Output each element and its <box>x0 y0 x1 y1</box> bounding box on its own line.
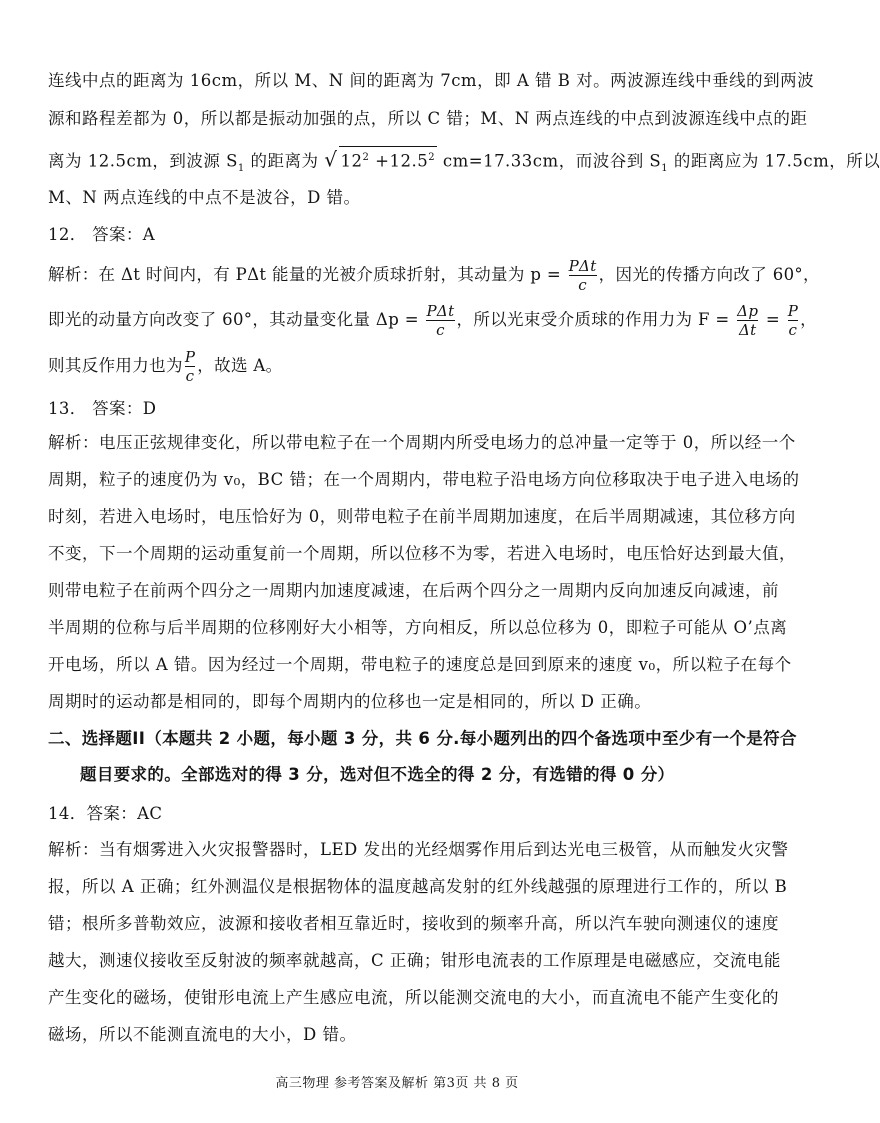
numerator: Δp <box>737 302 759 320</box>
q13-explanation-line: 开电场，所以 A 错。因为经过一个周期，带电粒子的速度总是回到原来的速度 v₀，所以粒子在每个 <box>48 655 792 674</box>
denominator: c <box>426 320 454 339</box>
q14-explanation-line: 产生变化的磁场，使钳形电流上产生感应电流，所以能测交流电的大小，而直流电不能产生变化的 <box>48 988 779 1007</box>
exponent: 2 <box>428 152 436 163</box>
text-segment: ， <box>800 310 817 329</box>
q13-answer: 13． 答案：D <box>48 399 157 418</box>
q14-explanation-line: 磁场，所以不能测直流电的大小，D 错。 <box>48 1025 357 1044</box>
denominator: c <box>788 321 798 339</box>
text-segment: 的距离应为 17.5cm，所以 <box>668 151 880 171</box>
q11-continuation-line-1: 连线中点的距离为 16cm，所以 M、N 间的距离为 7cm，即 A 错 B 对。两波源连线中垂线的到两波 <box>48 71 815 90</box>
q11-continuation-line-2: 源和路程差都为 0，所以都是振动加强的点，所以 C 错；M、N 两点连线的中点到波源连线中点的距 <box>48 109 808 128</box>
fraction <box>426 302 454 339</box>
sqrt-term: +12.5 <box>369 151 429 171</box>
q13-explanation-line: 解析：电压正弦规律变化，所以带电粒子在一个周期内所受电场力的总冲量一定等于 0，所以经一个 <box>48 433 796 452</box>
fraction <box>788 302 798 339</box>
q14-explanation-line: 报，所以 A 正确；红外测温仪是根据物体的温度越高发射的红外线越强的原理进行工作的，所以 B <box>48 877 788 896</box>
denominator: Δt <box>738 321 757 339</box>
denominator: c <box>569 275 597 294</box>
denominator: c <box>185 367 195 385</box>
numerator: PΔt <box>568 257 597 275</box>
q11-continuation-line-3 <box>48 146 880 180</box>
subscript: 1 <box>237 162 245 174</box>
text-segment: = <box>760 310 786 329</box>
text-segment: cm=17.33cm，而波谷到 S <box>437 151 662 171</box>
radical-sign: √ <box>324 147 338 172</box>
q13-explanation-line: 周期时的运动都是相同的，即每个周期内的位移也一定是相同的，所以 D 正确。 <box>48 692 652 711</box>
q13-explanation-line: 半周期的位称与后半周期的位移刚好大小相等，方向相反，所以总位移为 0，即粒子可能从 O’点离 <box>48 618 788 637</box>
q12-explanation-line-1 <box>48 257 820 294</box>
q12-explanation-line-3 <box>48 348 748 385</box>
q12-explanation-line-2 <box>48 302 817 339</box>
subscript: 1 <box>661 162 669 174</box>
numerator: P <box>787 302 799 320</box>
q13-explanation-line: 时刻，若进入电场时，电压恰好为 0，则带电粒子在前半周期加速度，在后半周期减速，其位移方向 <box>48 507 796 526</box>
exponent: 2 <box>362 152 370 163</box>
q13-explanation-line: 则带电粒子在前两个四分之一周期内加速度减速，在后两个四分之一周期内反向加速反向减速，前 <box>48 581 779 600</box>
numerator: PΔt <box>426 302 455 320</box>
text-segment: 离为 12.5cm，到波源 S <box>48 151 238 171</box>
q14-answer: 14．答案：AC <box>48 804 163 823</box>
text-segment: ，因光的传播方向改了 60°， <box>598 265 820 284</box>
text-segment: 的距离为 <box>244 151 325 171</box>
page-footer: 高三物理 参考答案及解析 第3页 共 8 页 <box>275 1076 519 1091</box>
section-heading-continued: 题目要求的。全部选对的得 3 分，选对但不选全的得 2 分，有选错的得 0 分） <box>80 765 675 784</box>
q12-answer: 12． 答案：A <box>48 225 155 244</box>
fraction <box>185 348 195 385</box>
text-segment: 解析：在 Δt 时间内，有 PΔt 能量的光被介质球折射，其动量为 p = <box>48 265 567 284</box>
q14-explanation-line: 越大，测速仪接收至反射波的频率就越高，C 正确；钳形电流表的工作原理是电磁感应，交流电能 <box>48 951 781 970</box>
section-heading: 二、选择题II（本题共 2 小题，每小题 3 分，共 6 分.每小题列出的四个备选项中至少有一个是符合 <box>48 729 797 748</box>
text-segment: 即光的动量方向改变了 60°，其动量变化量 Δp = <box>48 310 425 329</box>
numerator: P <box>184 348 196 366</box>
fraction <box>737 302 758 339</box>
q11-continuation-line-4: M、N 两点连线的中点不是波谷，D 错。 <box>48 188 361 207</box>
q14-explanation-line: 解析：当有烟雾进入火灾报警器时，LED 发出的光经烟雾作用后到达光电三极管，从而触发火灾警 <box>48 840 789 859</box>
text-segment: ，所以光束受介质球的作用力为 F = <box>456 310 736 329</box>
sqrt-expression <box>339 146 438 173</box>
sqrt-term: 12 <box>340 151 363 171</box>
q13-explanation-line: 周期，粒子的速度仍为 v₀，BC 错；在一个周期内，带电粒子沿电场方向位移取决于电子进入电场的 <box>48 470 800 489</box>
text-segment: ，故选 A。 <box>197 356 283 375</box>
fraction <box>569 257 597 294</box>
q13-explanation-line: 不变，下一个周期的运动重复前一个周期，所以位移不为零，若进入电场时，电压恰好达到最大值， <box>48 544 796 563</box>
text-segment: 则其反作用力也为 <box>48 356 183 375</box>
q14-explanation-line: 错；根所多普勒效应，波源和接收者相互靠近时，接收到的频率升高，所以汽车驶向测速仪的速度 <box>48 914 779 933</box>
